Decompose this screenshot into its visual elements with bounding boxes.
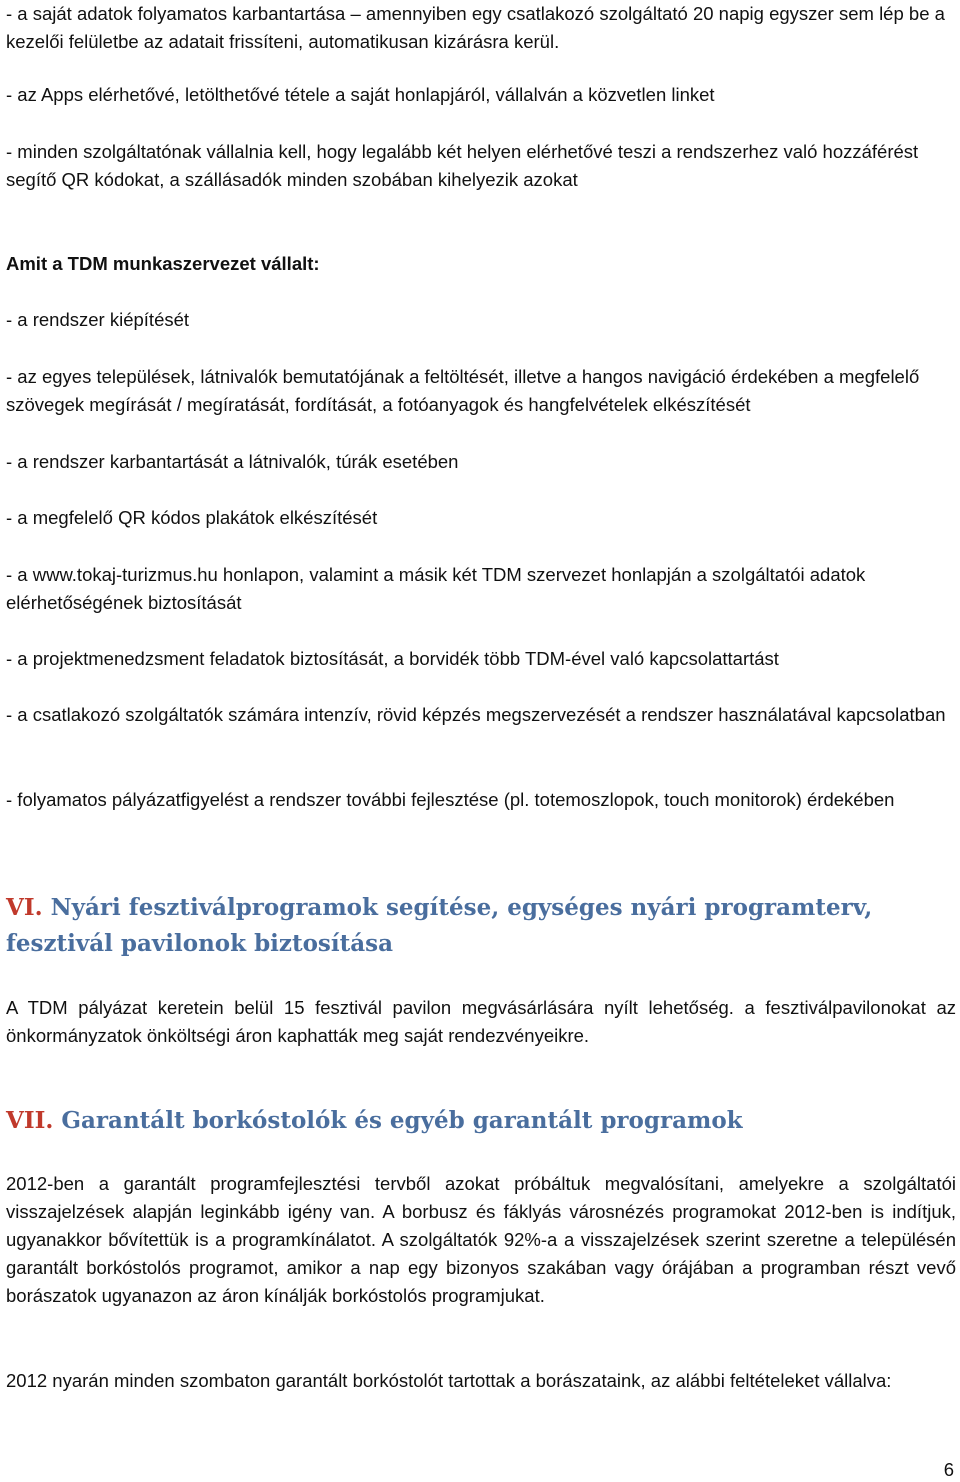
section-title: Garantált borkóstolók és egyéb garantált programok [61,1107,743,1134]
section-number: VII. [6,1107,54,1134]
section-body: 2012-ben a garantált programfejlesztési tervből azokat próbáltuk megvalósítani, amelyekre a szolgáltatói visszajelzések alapján leginkább igény van. A borbusz és fáklyás városnézés programokat 2012-ben is indítjuk, ugyanakkor bővítettük is a programkínálatot. A szolgáltatók 92%-a a visszajelzések szerint szeretne a településén garantált borkóstolós programot, amikor a nap egy bizonyos szakában vagy órájában a programban részt vevő borászatok ugyanazon az áron kínálják borkóstolós programjukat. [6,1173,956,1306]
tdm-heading: Amit a TDM munkaszervezet vállalt: [6,253,320,274]
section-title: Nyári fesztiválprogramok segítése, egységes nyári programterv, fesztivál pavilonok biztosítása [6,894,873,957]
page-number: 6 [943,1459,954,1480]
tdm-item: - a rendszer kiépítését [6,309,190,330]
tdm-item: - a megfelelő QR kódos plakátok elkészítését [6,507,378,528]
section-number: VI. [6,894,43,921]
bullet-paragraph: - minden szolgáltatónak vállalnia kell, hogy legalább két helyen elérhetővé teszi a rendszerhez való hozzáférést segítő QR kódokat, a szállásadók minden szobában kihelyezik azokat [6,141,919,190]
section-body: 2012 nyarán minden szombaton garantált borkóstolót tartottak a borászataink, az alábbi feltételeket vállalva: [6,1370,892,1391]
tdm-item: - a csatlakozó szolgáltatók számára intenzív, rövid képzés megszervezését a rendszer használatával kapcsolatban [6,704,946,725]
tdm-item: - az egyes települések, látnivalók bemutatójának a feltöltését, illetve a hangos navigáció érdekében a megfelelő szövegek megírását / megíratását, fordítását, a fotóanyagok és hangfelvételek elkészítését [6,366,920,415]
tdm-item: - folyamatos pályázatfigyelést a rendszer további fejlesztése (pl. totemoszlopok, touch monitorok) érdekében [6,789,895,810]
section-body: A TDM pályázat keretein belül 15 fesztivál pavilon megvásárlására nyílt lehetőség. a fesztiválpavilonokat az önkormányzatok önköltségi áron kaphatták meg saját rendezvényeikre. [6,997,956,1046]
tdm-item: - a www.tokaj-turizmus.hu honlapon, valamint a másik két TDM szervezet honlapján a szolgáltatói adatok elérhetőségének biztosítását [6,564,866,613]
tdm-item: - a rendszer karbantartását a látnivalók, túrák esetében [6,451,459,472]
bullet-paragraph: - az Apps elérhetővé, letölthetővé tétele a saját honlapjáról, vállalván a közvetlen linket [6,84,715,105]
section-heading-vii [6,1103,956,1139]
tdm-item: - a projektmenedzsment feladatok biztosítását, a borvidék több TDM-ével való kapcsolattartást [6,648,779,669]
section-heading-vi [6,890,956,962]
bullet-paragraph: - a saját adatok folyamatos karbantartása – amennyiben egy csatlakozó szolgáltató 20 napig egyszer sem lép be a kezelői felületbe az adatait frissíteni, automatikusan kizárásra kerül. [6,3,945,52]
